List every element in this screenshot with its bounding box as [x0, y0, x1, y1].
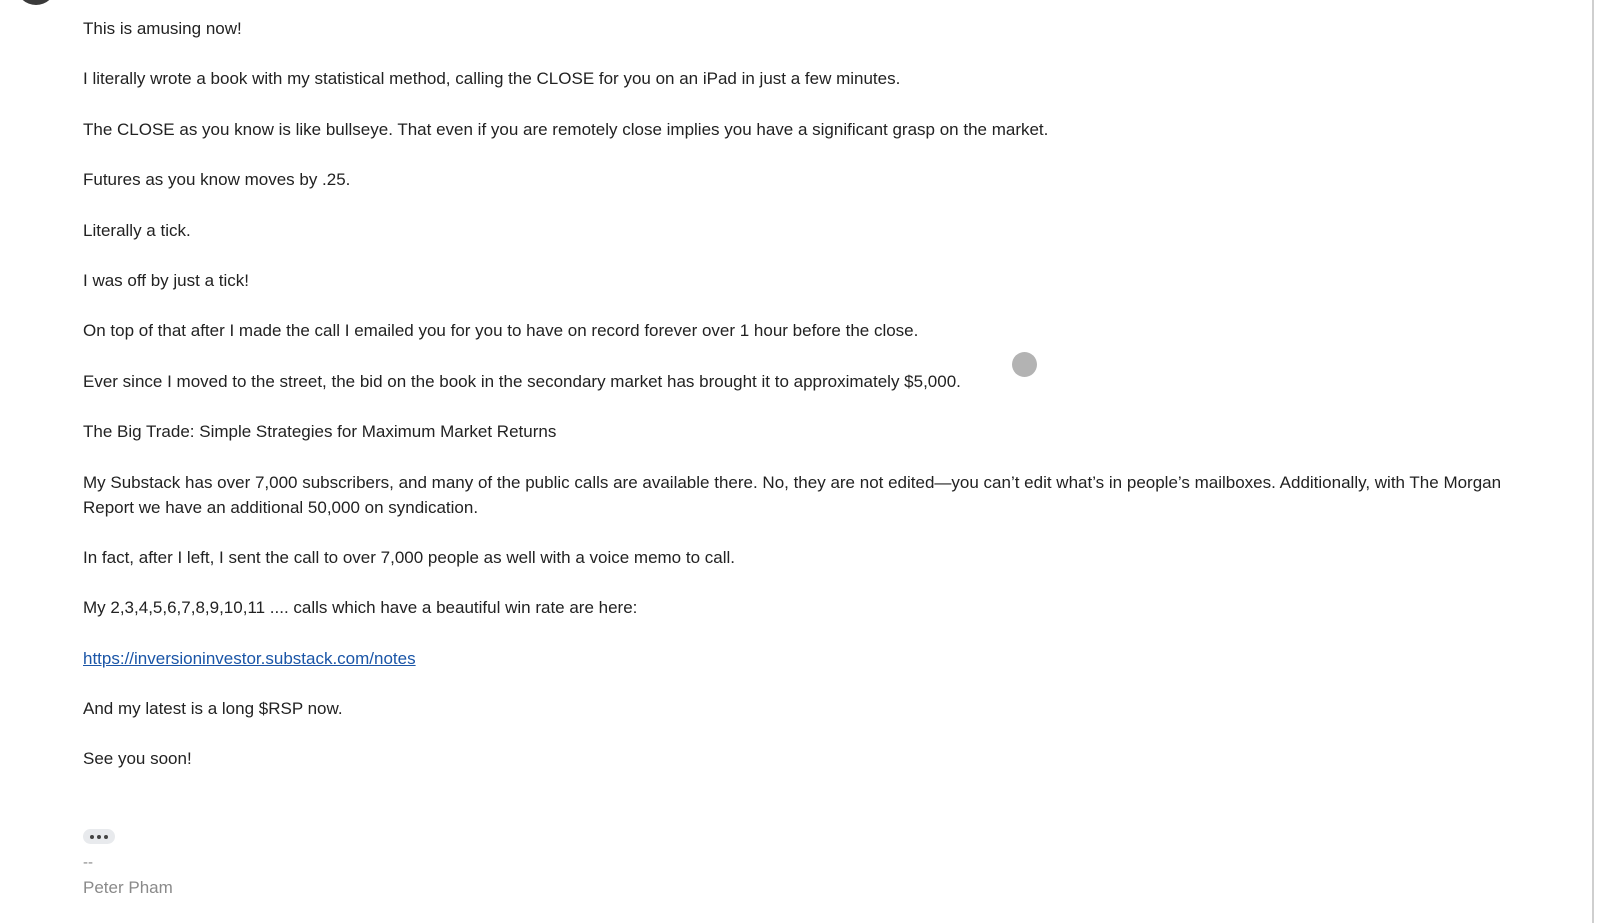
window-edge-divider [1592, 0, 1594, 923]
signature-separator: -- [83, 854, 93, 871]
ellipsis-icon [97, 835, 101, 839]
email-paragraph-11: In fact, after I left, I sent the call to over 7,000 people as well with a voice memo to call. [83, 547, 735, 567]
touch-indicator [1012, 352, 1037, 377]
link-paragraph [83, 646, 1543, 671]
email-paragraph-8: Ever since I moved to the street, the bid on the book in the secondary market has brought it to approximately $5,000. [83, 371, 961, 391]
email-paragraph-5: Literally a tick. [83, 220, 191, 240]
email-body [83, 16, 1543, 797]
sender-avatar[interactable] [17, 0, 55, 5]
closing-paragraph-1: And my latest is a long $RSP now. [83, 699, 343, 719]
show-trimmed-content-button[interactable] [83, 829, 115, 844]
email-paragraph-3: The CLOSE as you know is like bullseye. That even if you are remotely close implies you have a significant grasp on the market. [83, 119, 1049, 139]
email-paragraph-7: On top of that after I made the call I emailed you for you to have on record forever over 1 hour before the close. [83, 321, 919, 341]
substack-notes-link[interactable]: https://inversioninvestor.substack.com/notes [83, 648, 416, 668]
book-title-paragraph: The Big Trade: Simple Strategies for Maximum Market Returns [83, 422, 557, 442]
ellipsis-icon [90, 835, 94, 839]
email-paragraph-2: I literally wrote a book with my statistical method, calling the CLOSE for you on an iPad in just a few minutes. [83, 69, 901, 89]
ellipsis-icon [104, 835, 108, 839]
email-paragraph-12: My 2,3,4,5,6,7,8,9,10,11 .... calls which have a beautiful win rate are here: [83, 598, 638, 618]
signature-name: Peter Pham [83, 878, 173, 897]
closing-paragraph-2: See you soon! [83, 749, 192, 769]
email-paragraph-4: Futures as you know moves by .25. [83, 170, 351, 190]
email-paragraph-10: My Substack has over 7,000 subscribers, and many of the public calls are available there. No, they are not edited—you can’t edit what’s in people’s mailboxes. Additionally, with The Morgan Report we have an additional 50,000 on syndication. [83, 472, 1502, 517]
email-paragraph-1: This is amusing now! [83, 19, 242, 38]
email-paragraph-6: I was off by just a tick! [83, 270, 249, 290]
